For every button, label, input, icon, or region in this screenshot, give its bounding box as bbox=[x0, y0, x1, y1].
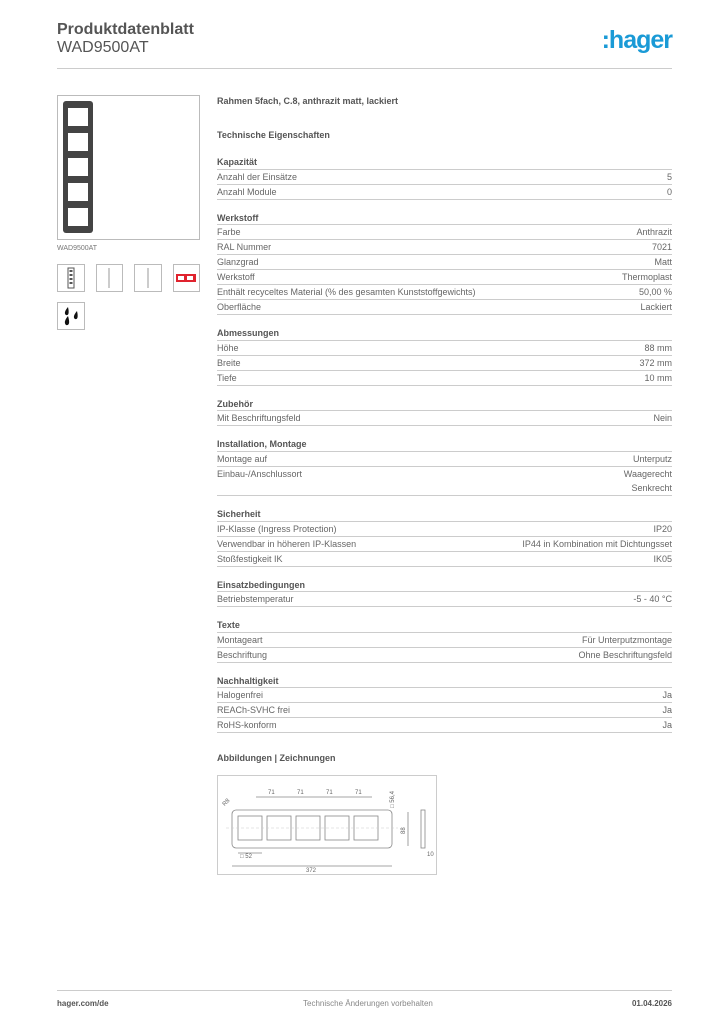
spec-group bbox=[217, 326, 672, 386]
spec-row bbox=[217, 552, 672, 567]
spec-value: -5 - 40 °C bbox=[633, 594, 672, 605]
spec-value: 50,00 % bbox=[638, 287, 672, 298]
water-drops-icon bbox=[57, 302, 85, 330]
spec-row bbox=[217, 270, 672, 285]
spec-label: Anzahl Module bbox=[217, 186, 277, 197]
pitch-label-1: 71 bbox=[268, 790, 275, 797]
pitch-label-2: 71 bbox=[297, 790, 304, 797]
spec-row bbox=[217, 688, 672, 703]
spec-value: Thermoplast bbox=[621, 272, 672, 283]
spec-row bbox=[217, 411, 672, 426]
spec-row bbox=[217, 240, 672, 255]
spec-label: RoHS-konform bbox=[217, 720, 277, 731]
pitch-label-4: 71 bbox=[355, 790, 362, 797]
spec-value: Ja bbox=[662, 690, 672, 701]
vertical-mounting-icon bbox=[96, 264, 124, 292]
spec-label: Beschriftung bbox=[217, 649, 268, 660]
spec-value: Ja bbox=[662, 720, 672, 731]
vertical-frame-icon bbox=[57, 264, 85, 292]
footer-divider bbox=[57, 990, 672, 991]
spec-row bbox=[217, 225, 672, 240]
spec-group-title: Kapazität bbox=[217, 155, 672, 170]
spec-row bbox=[217, 452, 672, 467]
width-label: 372 bbox=[306, 868, 317, 875]
spec-group-title: Sicherheit bbox=[217, 507, 672, 522]
spec-label: Montage auf bbox=[217, 453, 268, 464]
spec-row bbox=[217, 648, 672, 663]
spec-row bbox=[217, 185, 672, 200]
spec-label: REACh-SVHC frei bbox=[217, 705, 291, 716]
spec-row bbox=[217, 285, 672, 300]
spec-value: Ohne Beschriftungsfeld bbox=[578, 649, 672, 660]
product-code: WAD9500AT bbox=[57, 39, 149, 56]
spec-label: IP-Klasse (Ingress Protection) bbox=[217, 523, 337, 534]
footer-date: 01.04.2026 bbox=[631, 999, 672, 1008]
footer-website[interactable]: hager.com/de bbox=[57, 999, 109, 1008]
spec-row bbox=[217, 170, 672, 185]
pitch-label-3: 71 bbox=[326, 790, 333, 797]
spec-row bbox=[217, 703, 672, 718]
spec-label: Stoßfestigkeit IK bbox=[217, 553, 283, 564]
header-divider bbox=[57, 68, 672, 69]
spec-label: RAL Nummer bbox=[217, 242, 272, 253]
spec-row bbox=[217, 341, 672, 356]
spec-value: 5 bbox=[666, 171, 672, 182]
product-image bbox=[57, 95, 200, 240]
spec-row bbox=[217, 592, 672, 607]
spec-row bbox=[217, 537, 672, 552]
spec-label: Verwendbar in höheren IP-Klassen bbox=[217, 538, 357, 549]
spec-value: Ja bbox=[662, 705, 672, 716]
spec-value: 7021 bbox=[651, 242, 672, 253]
spec-group-title: Nachhaltigkeit bbox=[217, 674, 672, 689]
spec-value: Lackiert bbox=[640, 302, 672, 313]
spec-label: Höhe bbox=[217, 342, 239, 353]
height-label: 88 bbox=[401, 827, 407, 835]
spec-group-title: Abmessungen bbox=[217, 326, 672, 341]
spec-label: Tiefe bbox=[217, 372, 237, 383]
spec-label: Enthält recyceltes Material (% des gesamten Kunststoffgewichts) bbox=[217, 287, 476, 298]
spec-value: Unterputz bbox=[632, 453, 672, 464]
spec-value: 372 mm bbox=[639, 357, 672, 368]
spec-value: 88 mm bbox=[644, 342, 672, 353]
spec-value: Matt bbox=[654, 257, 672, 268]
product-media bbox=[57, 95, 200, 330]
tech-heading: Technische Eigenschaften bbox=[217, 130, 330, 140]
spec-value: Für Unterputzmontage bbox=[581, 634, 672, 645]
spec-row bbox=[217, 300, 672, 315]
image-caption: WAD9500AT bbox=[57, 245, 98, 252]
spec-row bbox=[217, 718, 672, 733]
hager-logo: :hager bbox=[601, 26, 672, 54]
spec-group-title: Texte bbox=[217, 618, 672, 633]
spec-row bbox=[217, 356, 672, 371]
depth-label: 10 bbox=[427, 852, 434, 859]
horizontal-mounting-icon bbox=[134, 264, 162, 292]
window-label: □ 52 bbox=[240, 854, 252, 861]
spec-label: Oberfläche bbox=[217, 302, 262, 313]
dimension-drawing bbox=[217, 775, 437, 875]
spec-row bbox=[217, 255, 672, 270]
spec-group bbox=[217, 507, 672, 567]
spec-label: Einbau-/Anschlussort bbox=[217, 468, 303, 479]
spec-row bbox=[217, 633, 672, 648]
specifications bbox=[217, 96, 672, 875]
spec-value: Nein bbox=[653, 413, 672, 424]
spec-group bbox=[217, 397, 672, 427]
spec-label: Breite bbox=[217, 357, 241, 368]
outer-window-label: □ 56,4 bbox=[390, 791, 396, 809]
spec-group-title: Einsatzbedingungen bbox=[217, 578, 672, 593]
spec-label: Montageart bbox=[217, 634, 263, 645]
spec-group bbox=[217, 211, 672, 316]
product-description: Rahmen 5fach, C.8, anthrazit matt, lackiert bbox=[217, 96, 399, 106]
footer-notice: Technische Änderungen vorbehalten bbox=[303, 999, 433, 1008]
spec-group bbox=[217, 674, 672, 734]
ip-rating-icon bbox=[173, 264, 201, 292]
spec-group bbox=[217, 618, 672, 663]
spec-value: Waagerecht Senkrecht bbox=[623, 468, 672, 493]
spec-row bbox=[217, 522, 672, 537]
spec-group-title: Zubehör bbox=[217, 397, 672, 412]
spec-group bbox=[217, 437, 672, 496]
page-title: Produktdatenblatt bbox=[57, 21, 194, 38]
spec-group-title: Installation, Montage bbox=[217, 437, 672, 452]
spec-value: Anthrazit bbox=[636, 227, 672, 238]
spec-row bbox=[217, 371, 672, 386]
spec-label: Glanzgrad bbox=[217, 257, 259, 268]
spec-label: Mit Beschriftungsfeld bbox=[217, 413, 301, 424]
spec-group-title: Werkstoff bbox=[217, 211, 672, 226]
drawings-heading: Abbildungen | Zeichnungen bbox=[217, 753, 336, 764]
spec-value: IK05 bbox=[653, 553, 672, 564]
spec-value: IP20 bbox=[653, 523, 672, 534]
spec-label: Werkstoff bbox=[217, 272, 255, 283]
spec-label: Farbe bbox=[217, 227, 241, 238]
spec-group bbox=[217, 578, 672, 608]
spec-group bbox=[217, 155, 672, 200]
spec-value: IP44 in Kombination mit Dichtungsset bbox=[522, 538, 672, 549]
radius-label: R8 bbox=[221, 798, 232, 809]
spec-label: Anzahl der Einsätze bbox=[217, 171, 298, 182]
spec-value: 10 mm bbox=[644, 372, 672, 383]
spec-value: 0 bbox=[666, 186, 672, 197]
spec-label: Halogenfrei bbox=[217, 690, 264, 701]
spec-label: Betriebstemperatur bbox=[217, 594, 294, 605]
spec-row bbox=[217, 467, 672, 496]
